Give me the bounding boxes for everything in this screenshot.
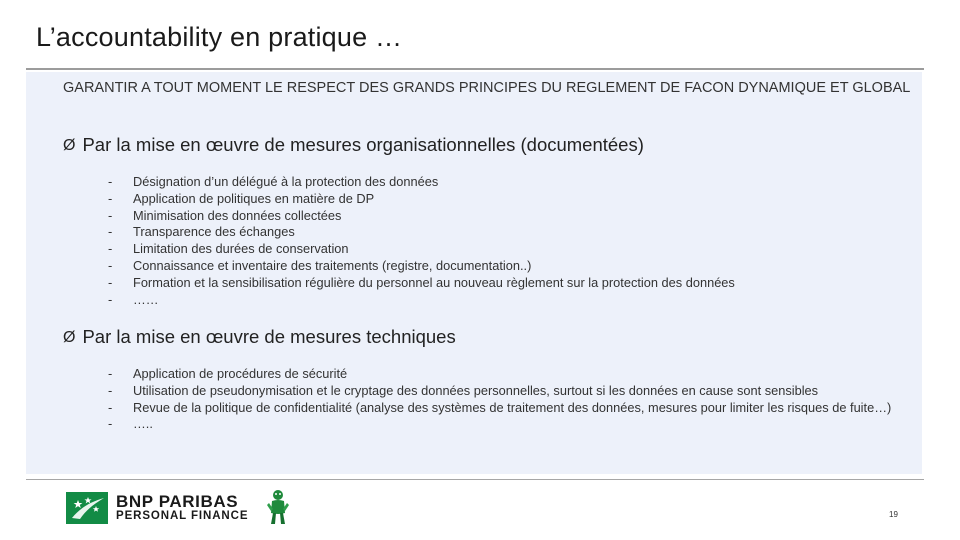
list-item [108, 275, 918, 292]
list-item-text: Limitation des durées de conservation [133, 241, 349, 257]
list-item [108, 191, 918, 208]
list-item-text: Connaissance et inventaire des traitements (registre, documentation..) [133, 257, 532, 273]
dash-bullet: - [108, 399, 113, 415]
arrow-bullet-icon: Ø [63, 137, 76, 154]
logo-line-1: BNP PARIBAS [116, 492, 239, 511]
list-item [108, 208, 918, 225]
list-item-text: Application de procédures de sécurité [133, 366, 348, 381]
mascot-icon [266, 489, 290, 527]
dash-bullet: - [108, 241, 113, 257]
footer-divider [26, 479, 924, 480]
logo-line-2: PERSONAL FINANCE [116, 510, 249, 522]
list-item [108, 292, 918, 309]
organisational-measures-list [108, 174, 918, 308]
dash-bullet: - [108, 382, 113, 398]
list-item [108, 258, 918, 275]
title-divider [26, 68, 924, 70]
dash-bullet: - [108, 207, 113, 223]
list-item-text: Formation et la sensibilisation régulière du personnel au nouveau règlement sur la protection des données [133, 274, 735, 290]
dash-bullet: - [108, 366, 113, 381]
dash-bullet: - [108, 257, 113, 273]
list-item-text: Minimisation des données collectées [133, 207, 342, 223]
intro-text: GARANTIR A TOUT MOMENT LE RESPECT DES GRANDS PRINCIPES DU REGLEMENT DE FACON DYNAMIQUE ET GLOBAL [63, 80, 911, 96]
page-number: 19 [889, 510, 898, 519]
dash-bullet: - [108, 224, 113, 240]
list-item-text: …… [133, 291, 159, 307]
dash-bullet: - [108, 416, 113, 432]
technical-measures-list [108, 366, 918, 433]
section-heading-label: Par la mise en œuvre de mesures organisationnelles (documentées) [82, 134, 644, 155]
list-item [108, 366, 918, 383]
list-item [108, 174, 918, 191]
arrow-bullet-icon: Ø [63, 329, 76, 346]
list-item-text: ….. [133, 416, 153, 432]
list-item [108, 400, 918, 417]
list-item-text: Transparence des échanges [133, 224, 295, 240]
dash-bullet: - [108, 190, 113, 206]
list-item [108, 383, 918, 400]
list-item [108, 241, 918, 258]
list-item [108, 416, 918, 433]
dash-bullet: - [108, 274, 113, 290]
section-heading-technical [63, 326, 456, 348]
list-item-text: Utilisation de pseudonymisation et le cryptage des données personnelles, surtout si les données en cause sont sensibles [133, 382, 819, 398]
logo-stars-icon [66, 492, 108, 524]
dash-bullet: - [108, 291, 113, 307]
section-heading-organisational [63, 134, 644, 156]
list-item-text: Désignation d’un délégué à la protection des données [133, 174, 439, 189]
list-item-text: Revue de la politique de confidentialité (analyse des systèmes de traitement des données, mesures pour limiter les risques de fuite…) [133, 399, 892, 415]
section-heading-label: Par la mise en œuvre de mesures techniques [82, 326, 456, 347]
list-item-text: Application de politiques en matière de DP [133, 190, 375, 206]
slide-title: L’accountability en pratique … [36, 22, 403, 52]
dash-bullet: - [108, 174, 113, 189]
list-item [108, 224, 918, 241]
